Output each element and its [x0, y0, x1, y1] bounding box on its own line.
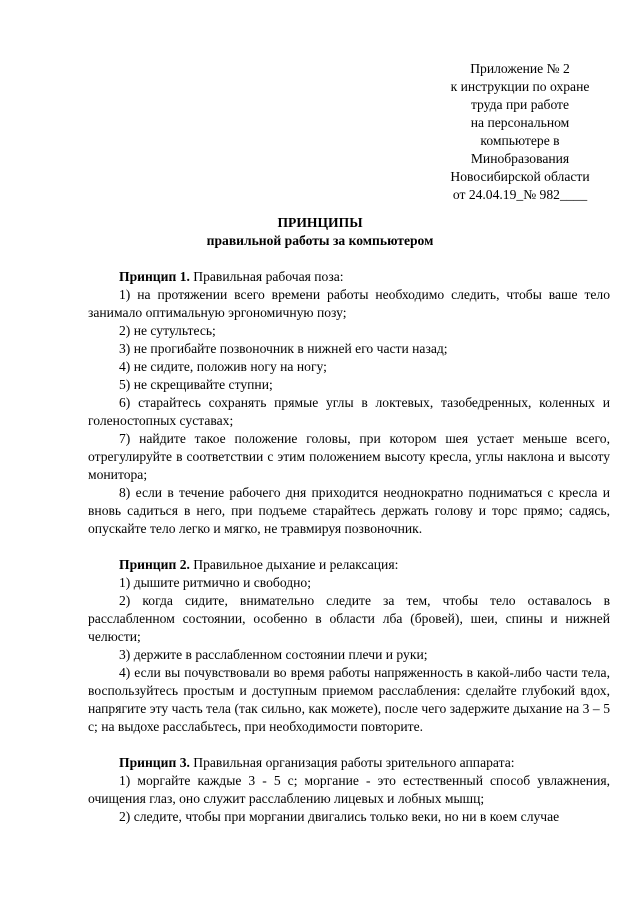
list-item: 3) держите в расслабленном состоянии плечи и руки;: [119, 647, 428, 662]
list-item: 8) если в течение рабочего дня приходится неоднократно подниматься с кресла и вновь садиться в него, при подъеме старайтесь держать голову и торс прямо; садясь, опускайте тело легко и мягко, не травмируя позвоночник.: [88, 485, 610, 536]
principle-heading-text: Правильная рабочая поза:: [189, 269, 344, 284]
appendix-line: от 24.04.19_№ 982____: [452, 187, 588, 202]
list-item: 2) не сутультесь;: [119, 323, 216, 338]
list-item: 2) когда сидите, внимательно следите за тем, чтобы тело оставалось в расслабленном состоянии, особенно в области лба (бровей), шеи, спины и нижней челюсти;: [88, 593, 610, 644]
appendix-block: [430, 60, 610, 204]
list-item: 4) если вы почувствовали во время работы напряженность в какой-либо части тела, воспользуйтесь простым и доступным приемом расслабления: сделайте глубокий вдох, напрягите эту часть тела (так сильно, как можете), после чего задержите дыхание на 3 – 5 с; на выдохе расслабьтесь, при необходимости повторите.: [88, 665, 610, 734]
appendix-line: труда при работе: [470, 97, 570, 112]
principle-label: Принцип 3.: [119, 755, 190, 770]
list-item: 5) не скрещивайте ступни;: [119, 377, 273, 392]
appendix-line: Приложение № 2: [470, 61, 570, 76]
list-item: 7) найдите такое положение головы, при котором шея устает меньше всего, отрегулируйте в соответствии с этим положением высоту кресла, углы наклона и высоту монитора;: [88, 431, 610, 482]
principle-heading: [88, 754, 610, 772]
principle-heading: [88, 268, 610, 286]
principle-label: Принцип 2.: [119, 557, 190, 572]
list-item: 1) дышите ритмично и свободно;: [119, 575, 311, 590]
appendix-line: на персональном: [470, 115, 570, 130]
principle-heading-text: Правильная организация работы зрительного аппарата:: [189, 755, 515, 770]
list-item: 1) на протяжении всего времени работы необходимо следить, чтобы ваше тело занимало оптимальную эргономичную позу;: [88, 287, 610, 320]
document-body: [88, 268, 610, 826]
list-item: 2) следите, чтобы при моргании двигались только веки, но ни в коем случае: [119, 809, 560, 824]
list-item: 1) моргайте каждые 3 - 5 с; моргание - это естественный способ увлажнения, очищения глаз, оно служит расслаблению лицевых и лобных мышц;: [88, 773, 610, 806]
principle-heading-text: Правильное дыхание и релаксация:: [189, 557, 399, 572]
appendix-line: Новосибирской области: [450, 169, 590, 184]
appendix-line: Минобразования: [470, 151, 570, 166]
list-item: 4) не сидите, положив ногу на ногу;: [119, 359, 327, 374]
principle-heading: [88, 556, 610, 574]
appendix-line: компьютере в: [480, 133, 560, 148]
document-subtitle: правильной работы за компьютером: [206, 233, 434, 248]
document-title: ПРИНЦИПЫ: [277, 215, 363, 230]
appendix-line: к инструкции по охране: [450, 79, 590, 94]
principle-label: Принцип 1.: [119, 269, 190, 284]
list-item: 6) старайтесь сохранять прямые углы в локтевых, тазобедренных, коленных и голеностопных суставах;: [88, 395, 610, 428]
list-item: 3) не прогибайте позвоночник в нижней его части назад;: [119, 341, 448, 356]
